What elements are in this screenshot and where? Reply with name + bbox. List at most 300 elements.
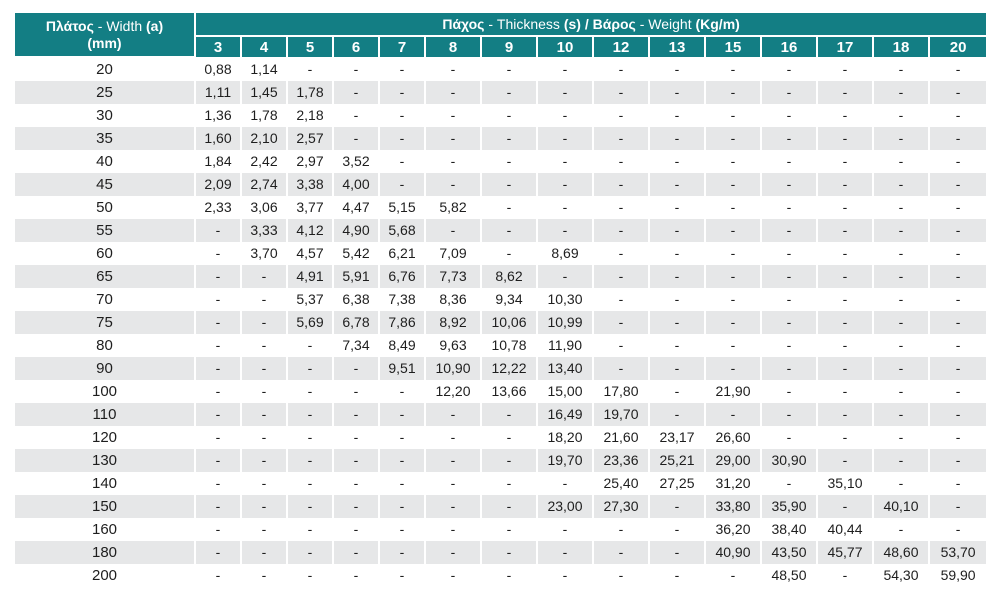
weight-cell: 3,06 <box>241 196 287 219</box>
weight-cell: - <box>195 357 241 380</box>
weight-cell: 4,00 <box>333 173 379 196</box>
width-cell: 100 <box>14 380 195 403</box>
weight-cell: 5,15 <box>379 196 425 219</box>
weight-cell: 0,88 <box>195 57 241 81</box>
weight-cell: 9,34 <box>481 288 537 311</box>
weight-cell: - <box>241 541 287 564</box>
table-row <box>14 127 987 150</box>
weight-cell: - <box>195 472 241 495</box>
weight-cell: 8,62 <box>481 265 537 288</box>
weight-cell: - <box>425 57 481 81</box>
weight-cell: - <box>379 518 425 541</box>
weight-table-container <box>13 13 986 587</box>
table-row <box>14 265 987 288</box>
weight-cell: - <box>705 127 761 150</box>
weight-cell: - <box>705 57 761 81</box>
weight-cell: - <box>537 564 593 587</box>
weight-cell: - <box>929 265 987 288</box>
weight-cell: 13,66 <box>481 380 537 403</box>
weight-cell: - <box>333 564 379 587</box>
weight-cell: 5,69 <box>287 311 333 334</box>
thickness-header-cell: 5 <box>287 36 333 57</box>
weight-cell: - <box>929 196 987 219</box>
width-cell: 55 <box>14 219 195 242</box>
weight-cell: - <box>537 127 593 150</box>
width-cell: 45 <box>14 173 195 196</box>
table-row <box>14 242 987 265</box>
weight-cell: - <box>649 57 705 81</box>
weight-cell: - <box>705 403 761 426</box>
weight-cell: - <box>649 265 705 288</box>
weight-cell: - <box>649 242 705 265</box>
width-cell: 30 <box>14 104 195 127</box>
weight-cell: - <box>481 57 537 81</box>
weight-cell: - <box>817 495 873 518</box>
weight-cell: - <box>333 357 379 380</box>
weight-cell: - <box>761 127 817 150</box>
weight-cell: 27,30 <box>593 495 649 518</box>
weight-cell: - <box>705 219 761 242</box>
weight-cell: 4,57 <box>287 242 333 265</box>
weight-cell: - <box>929 127 987 150</box>
weight-cell: - <box>481 104 537 127</box>
weight-cell: - <box>761 104 817 127</box>
weight-cell: 33,80 <box>705 495 761 518</box>
table-row <box>14 288 987 311</box>
weight-cell: - <box>481 495 537 518</box>
weight-cell: - <box>873 403 929 426</box>
weight-cell: - <box>425 219 481 242</box>
thickness-symbol: (s) <box>563 16 581 32</box>
weight-cell: - <box>287 541 333 564</box>
table-row <box>14 426 987 449</box>
weight-cell: - <box>929 150 987 173</box>
weight-cell: 21,90 <box>705 380 761 403</box>
weight-cell: - <box>195 541 241 564</box>
weight-cell: - <box>817 334 873 357</box>
weight-cell: 5,68 <box>379 219 425 242</box>
width-cell: 160 <box>14 518 195 541</box>
weight-cell: - <box>929 426 987 449</box>
weight-cell: - <box>425 449 481 472</box>
weight-cell: - <box>873 242 929 265</box>
weight-cell: - <box>761 288 817 311</box>
weight-cell: - <box>379 449 425 472</box>
weight-cell: - <box>379 127 425 150</box>
weight-cell: 4,47 <box>333 196 379 219</box>
weight-cell: - <box>593 265 649 288</box>
weight-cell: 3,52 <box>333 150 379 173</box>
weight-cell: - <box>425 173 481 196</box>
thickness-label-english: - Thickness <box>484 16 564 32</box>
weight-cell: - <box>873 196 929 219</box>
table-row <box>14 380 987 403</box>
weight-cell: - <box>379 541 425 564</box>
weight-cell: - <box>817 449 873 472</box>
weight-cell: - <box>537 196 593 219</box>
weight-cell: - <box>761 81 817 104</box>
weight-cell: - <box>929 449 987 472</box>
weight-cell: - <box>593 334 649 357</box>
weight-cell: - <box>873 104 929 127</box>
weight-cell: - <box>481 173 537 196</box>
weight-cell: - <box>817 173 873 196</box>
weight-cell: 8,92 <box>425 311 481 334</box>
width-unit: (mm) <box>87 34 122 51</box>
weight-cell: 13,40 <box>537 357 593 380</box>
weight-cell: - <box>195 518 241 541</box>
weight-cell: - <box>241 265 287 288</box>
weight-cell: 23,36 <box>593 449 649 472</box>
weight-cell: 1,14 <box>241 57 287 81</box>
weight-cell: - <box>333 518 379 541</box>
weight-cell: 35,10 <box>817 472 873 495</box>
weight-cell: - <box>873 288 929 311</box>
weight-cell: - <box>379 380 425 403</box>
weight-cell: - <box>761 472 817 495</box>
table-row <box>14 495 987 518</box>
thickness-header-cell: 10 <box>537 36 593 57</box>
weight-cell: - <box>929 219 987 242</box>
weight-cell: 16,49 <box>537 403 593 426</box>
table-row <box>14 196 987 219</box>
weight-cell: - <box>195 495 241 518</box>
weight-cell: - <box>929 357 987 380</box>
weight-cell: - <box>287 426 333 449</box>
weight-cell: - <box>817 265 873 288</box>
weight-cell: - <box>379 495 425 518</box>
weight-cell: - <box>593 541 649 564</box>
weight-cell: 19,70 <box>537 449 593 472</box>
weight-cell: - <box>241 311 287 334</box>
weight-cell: - <box>593 564 649 587</box>
weight-cell: - <box>873 150 929 173</box>
weight-cell: - <box>817 311 873 334</box>
weight-cell: 5,37 <box>287 288 333 311</box>
weight-cell: - <box>649 357 705 380</box>
weight-cell: - <box>593 311 649 334</box>
weight-cell: - <box>379 104 425 127</box>
weight-cell: - <box>481 449 537 472</box>
weight-cell: - <box>195 426 241 449</box>
width-cell: 90 <box>14 357 195 380</box>
table-body <box>14 57 987 587</box>
weight-cell: - <box>241 426 287 449</box>
weight-cell: - <box>929 81 987 104</box>
weight-cell: - <box>705 104 761 127</box>
weight-cell: - <box>873 81 929 104</box>
weight-cell: - <box>425 426 481 449</box>
weight-cell: - <box>649 104 705 127</box>
weight-cell: - <box>873 219 929 242</box>
weight-cell: 4,12 <box>287 219 333 242</box>
weight-cell: - <box>929 57 987 81</box>
weight-cell: 4,90 <box>333 219 379 242</box>
table-row <box>14 334 987 357</box>
weight-cell: - <box>929 173 987 196</box>
weight-cell: 59,90 <box>929 564 987 587</box>
weight-cell: - <box>593 81 649 104</box>
weight-cell: - <box>817 426 873 449</box>
weight-table <box>13 13 988 587</box>
weight-cell: - <box>817 242 873 265</box>
weight-cell: 3,38 <box>287 173 333 196</box>
table-header <box>14 13 987 57</box>
header-separator: / <box>580 16 593 32</box>
weight-cell: 1,78 <box>287 81 333 104</box>
thickness-header-cell: 9 <box>481 36 537 57</box>
table-row <box>14 57 987 81</box>
width-cell: 200 <box>14 564 195 587</box>
weight-cell: - <box>649 288 705 311</box>
weight-cell: 10,30 <box>537 288 593 311</box>
weight-cell: 25,40 <box>593 472 649 495</box>
weight-cell: - <box>817 288 873 311</box>
weight-cell: 1,78 <box>241 104 287 127</box>
weight-cell: - <box>649 564 705 587</box>
weight-cell: 27,25 <box>649 472 705 495</box>
thickness-header-cell: 4 <box>241 36 287 57</box>
weight-cell: - <box>537 219 593 242</box>
weight-cell: - <box>537 81 593 104</box>
weight-cell: - <box>195 403 241 426</box>
weight-cell: 1,84 <box>195 150 241 173</box>
weight-cell: - <box>873 127 929 150</box>
weight-cell: - <box>537 150 593 173</box>
weight-cell: - <box>537 173 593 196</box>
weight-cell: - <box>817 150 873 173</box>
weight-cell: - <box>287 334 333 357</box>
weight-cell: - <box>817 104 873 127</box>
thickness-header-cell: 12 <box>593 36 649 57</box>
thickness-header-cell: 15 <box>705 36 761 57</box>
weight-cell: - <box>425 104 481 127</box>
weight-cell: - <box>705 334 761 357</box>
weight-cell: - <box>241 357 287 380</box>
weight-cell: - <box>481 150 537 173</box>
weight-cell: 2,18 <box>287 104 333 127</box>
weight-cell: - <box>195 380 241 403</box>
weight-cell: - <box>287 564 333 587</box>
weight-cell: 12,20 <box>425 380 481 403</box>
weight-cell: - <box>817 219 873 242</box>
weight-cell: - <box>817 57 873 81</box>
weight-cell: - <box>537 541 593 564</box>
weight-cell: - <box>481 541 537 564</box>
thickness-header-cell: 18 <box>873 36 929 57</box>
width-label-greek: Πλάτος <box>45 17 94 34</box>
weight-cell: - <box>537 518 593 541</box>
weight-cell: - <box>379 403 425 426</box>
weight-cell: - <box>425 518 481 541</box>
weight-cell: - <box>593 219 649 242</box>
weight-cell: - <box>241 403 287 426</box>
weight-cell: - <box>929 311 987 334</box>
thickness-header-cell: 6 <box>333 36 379 57</box>
table-row <box>14 403 987 426</box>
weight-cell: - <box>593 173 649 196</box>
weight-cell: - <box>873 265 929 288</box>
weight-cell: - <box>929 495 987 518</box>
weight-cell: - <box>929 104 987 127</box>
weight-cell: - <box>379 57 425 81</box>
table-row <box>14 541 987 564</box>
weight-cell: - <box>537 104 593 127</box>
weight-cell: 5,42 <box>333 242 379 265</box>
weight-cell: - <box>705 564 761 587</box>
weight-cell: - <box>333 541 379 564</box>
weight-cell: - <box>195 288 241 311</box>
weight-cell: - <box>379 81 425 104</box>
weight-cell: - <box>593 150 649 173</box>
weight-cell: 48,60 <box>873 541 929 564</box>
weight-cell: - <box>241 495 287 518</box>
width-symbol: (a) <box>146 17 164 34</box>
weight-cell: 5,91 <box>333 265 379 288</box>
weight-cell: - <box>705 81 761 104</box>
weight-cell: - <box>593 357 649 380</box>
weight-cell: - <box>705 242 761 265</box>
weight-cell: - <box>873 357 929 380</box>
weight-cell: - <box>761 380 817 403</box>
weight-cell: 7,73 <box>425 265 481 288</box>
weight-cell: 3,70 <box>241 242 287 265</box>
table-row <box>14 81 987 104</box>
weight-cell: - <box>649 219 705 242</box>
table-row <box>14 173 987 196</box>
weight-cell: - <box>333 449 379 472</box>
weight-cell: - <box>929 242 987 265</box>
weight-cell: 2,97 <box>287 150 333 173</box>
weight-cell: 30,90 <box>761 449 817 472</box>
weight-cell: - <box>425 495 481 518</box>
weight-cell: - <box>241 380 287 403</box>
weight-cell: 6,21 <box>379 242 425 265</box>
weight-cell: - <box>481 242 537 265</box>
weight-cell: - <box>481 127 537 150</box>
weight-cell: 25,21 <box>649 449 705 472</box>
weight-cell: 38,40 <box>761 518 817 541</box>
weight-cell: 7,09 <box>425 242 481 265</box>
weight-cell: 6,76 <box>379 265 425 288</box>
thickness-header-cell: 20 <box>929 36 987 57</box>
weight-cell: - <box>333 104 379 127</box>
width-cell: 150 <box>14 495 195 518</box>
weight-cell: - <box>195 242 241 265</box>
weight-cell: - <box>425 564 481 587</box>
weight-cell: 9,51 <box>379 357 425 380</box>
weight-cell: 26,60 <box>705 426 761 449</box>
weight-cell: - <box>333 380 379 403</box>
weight-cell: - <box>817 357 873 380</box>
weight-cell: - <box>929 288 987 311</box>
thickness-header-cell: 17 <box>817 36 873 57</box>
weight-cell: - <box>761 334 817 357</box>
weight-cell: - <box>817 380 873 403</box>
weight-cell: - <box>761 403 817 426</box>
weight-cell: - <box>241 334 287 357</box>
weight-cell: - <box>333 495 379 518</box>
width-cell: 120 <box>14 426 195 449</box>
weight-cell: - <box>873 334 929 357</box>
weight-cell: - <box>929 403 987 426</box>
thickness-header-cell: 8 <box>425 36 481 57</box>
weight-cell: 31,20 <box>705 472 761 495</box>
weight-cell: 40,90 <box>705 541 761 564</box>
weight-cell: - <box>873 173 929 196</box>
table-row <box>14 472 987 495</box>
weight-cell: - <box>929 380 987 403</box>
weight-cell: 7,34 <box>333 334 379 357</box>
width-cell: 80 <box>14 334 195 357</box>
width-cell: 35 <box>14 127 195 150</box>
weight-cell: 1,36 <box>195 104 241 127</box>
weight-cell: - <box>481 564 537 587</box>
weight-cell: - <box>649 541 705 564</box>
weight-cell: - <box>593 104 649 127</box>
width-cell: 180 <box>14 541 195 564</box>
width-label-english: - Width <box>93 17 147 34</box>
width-cell: 70 <box>14 288 195 311</box>
weight-cell: - <box>241 472 287 495</box>
weight-cell: - <box>481 403 537 426</box>
weight-cell: 29,00 <box>705 449 761 472</box>
weight-cell: 23,17 <box>649 426 705 449</box>
weight-cell: - <box>379 564 425 587</box>
weight-cell: 2,42 <box>241 150 287 173</box>
weight-cell: 12,22 <box>481 357 537 380</box>
table-row <box>14 104 987 127</box>
weight-cell: 15,00 <box>537 380 593 403</box>
weight-cell: - <box>481 81 537 104</box>
weight-cell: - <box>241 564 287 587</box>
width-cell: 65 <box>14 265 195 288</box>
weight-cell: - <box>241 288 287 311</box>
weight-cell: - <box>929 472 987 495</box>
weight-cell: - <box>817 564 873 587</box>
weight-cell: - <box>195 265 241 288</box>
width-cell: 60 <box>14 242 195 265</box>
table-row <box>14 150 987 173</box>
weight-cell: - <box>593 57 649 81</box>
weight-cell: - <box>873 380 929 403</box>
weight-cell: - <box>481 426 537 449</box>
weight-cell: - <box>873 311 929 334</box>
weight-cell: 36,20 <box>705 518 761 541</box>
table-row <box>14 219 987 242</box>
width-cell: 25 <box>14 81 195 104</box>
weight-cell: - <box>425 127 481 150</box>
weight-cell: - <box>195 564 241 587</box>
weight-cell: - <box>649 173 705 196</box>
weight-cell: - <box>649 403 705 426</box>
weight-cell: 45,77 <box>817 541 873 564</box>
weight-cell: - <box>425 541 481 564</box>
weight-cell: - <box>761 426 817 449</box>
width-cell: 50 <box>14 196 195 219</box>
weight-cell: 3,77 <box>287 196 333 219</box>
weight-cell: - <box>705 196 761 219</box>
weight-cell: - <box>649 196 705 219</box>
table-row <box>14 564 987 587</box>
weight-cell: - <box>333 127 379 150</box>
weight-cell: 7,38 <box>379 288 425 311</box>
weight-cell: 43,50 <box>761 541 817 564</box>
weight-cell: - <box>425 150 481 173</box>
weight-cell: 7,86 <box>379 311 425 334</box>
width-cell: 140 <box>14 472 195 495</box>
weight-cell: - <box>817 403 873 426</box>
